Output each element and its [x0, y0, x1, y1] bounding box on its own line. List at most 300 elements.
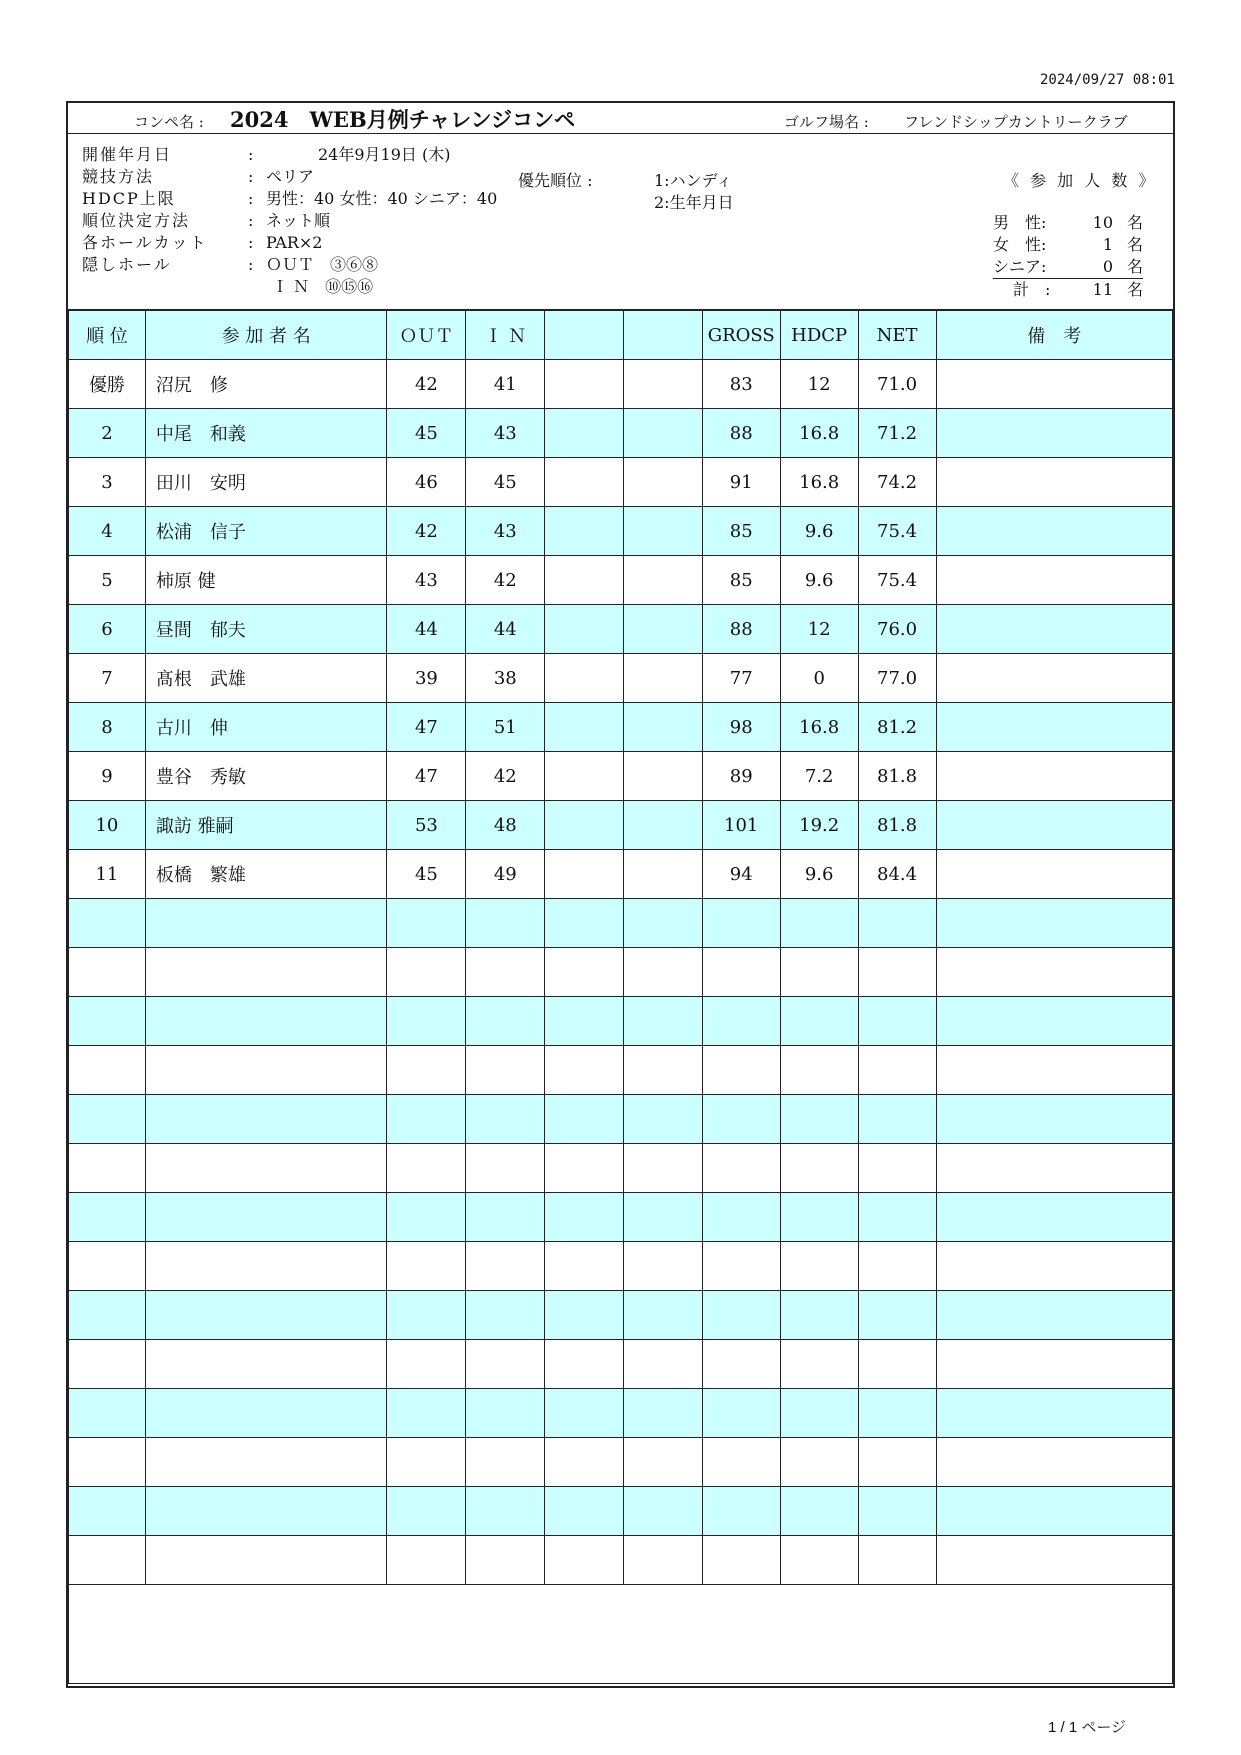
cell-rank	[69, 1487, 146, 1536]
cell-rank	[69, 1144, 146, 1193]
cell-net	[858, 1389, 936, 1438]
cell-in	[466, 899, 545, 948]
cell-gross	[702, 1193, 780, 1242]
cell-participant-name	[145, 1536, 387, 1585]
cell-hdcp: 16.8	[780, 409, 858, 458]
cell-out: 42	[387, 507, 466, 556]
cell-net	[858, 1340, 936, 1389]
col-header-in: Ｉ Ｎ	[466, 311, 545, 360]
cell-in: 43	[466, 507, 545, 556]
cell-blank-2	[623, 654, 702, 703]
table-row	[69, 458, 1173, 507]
cell-net	[858, 1291, 936, 1340]
cell-net: 75.4	[858, 507, 936, 556]
cell-blank-1	[545, 703, 624, 752]
cell-blank-2	[623, 1291, 702, 1340]
cell-rank: 8	[69, 703, 146, 752]
cell-blank-1	[545, 1291, 624, 1340]
cell-blank-1	[545, 1144, 624, 1193]
cell-remarks	[936, 850, 1173, 899]
cell-hdcp	[780, 948, 858, 997]
cell-out: 43	[387, 556, 466, 605]
cell-gross	[702, 997, 780, 1046]
cell-remarks	[936, 1144, 1173, 1193]
cell-net: 81.8	[858, 752, 936, 801]
cell-net: 71.2	[858, 409, 936, 458]
cell-hdcp: 9.6	[780, 850, 858, 899]
cell-blank-1	[545, 409, 624, 458]
cell-hdcp: 16.8	[780, 703, 858, 752]
cell-net	[858, 1438, 936, 1487]
cell-hdcp	[780, 1144, 858, 1193]
cell-net	[858, 1536, 936, 1585]
table-row	[69, 948, 1173, 997]
cell-blank-2	[623, 801, 702, 850]
cell-gross: 88	[702, 605, 780, 654]
cell-hdcp: 7.2	[780, 752, 858, 801]
cell-in	[466, 1438, 545, 1487]
col-header-blank-1	[545, 311, 624, 360]
cell-rank: 9	[69, 752, 146, 801]
cell-remarks	[936, 1340, 1173, 1389]
table-row	[69, 850, 1173, 899]
table-row	[69, 1046, 1173, 1095]
cell-remarks	[936, 1095, 1173, 1144]
cell-blank-1	[545, 1487, 624, 1536]
cell-rank	[69, 899, 146, 948]
cell-rank: 7	[69, 654, 146, 703]
cell-hdcp	[780, 1193, 858, 1242]
cell-out: 44	[387, 605, 466, 654]
cell-blank-1	[545, 801, 624, 850]
cell-participant-name: 柿原 健	[145, 556, 387, 605]
cell-remarks	[936, 1242, 1173, 1291]
cell-rank: 5	[69, 556, 146, 605]
cell-in	[466, 1291, 545, 1340]
table-row	[69, 409, 1173, 458]
cell-gross	[702, 1095, 780, 1144]
cell-gross: 85	[702, 507, 780, 556]
cell-participant-name	[145, 1242, 387, 1291]
col-header-remarks: 備 考	[936, 311, 1173, 360]
cell-participant-name: 板橋 繁雄	[145, 850, 387, 899]
cell-in: 48	[466, 801, 545, 850]
cell-gross: 91	[702, 458, 780, 507]
cell-participant-name	[145, 1487, 387, 1536]
table-row	[69, 1144, 1173, 1193]
cell-participant-name: 昼間 郁夫	[145, 605, 387, 654]
cell-remarks	[936, 752, 1173, 801]
cell-blank-1	[545, 752, 624, 801]
cell-gross	[702, 1144, 780, 1193]
cell-remarks	[936, 458, 1173, 507]
cell-gross	[702, 1291, 780, 1340]
cell-gross: 94	[702, 850, 780, 899]
cell-remarks	[936, 1536, 1173, 1585]
table-footer-space	[69, 1585, 1173, 1684]
cell-blank-1	[545, 850, 624, 899]
cell-blank-1	[545, 654, 624, 703]
cell-gross: 89	[702, 752, 780, 801]
cell-gross: 88	[702, 409, 780, 458]
cell-rank	[69, 1193, 146, 1242]
cell-remarks	[936, 507, 1173, 556]
cell-blank-2	[623, 1095, 702, 1144]
cell-out	[387, 1193, 466, 1242]
cell-out: 47	[387, 703, 466, 752]
cell-out: 47	[387, 752, 466, 801]
table-row	[69, 507, 1173, 556]
cell-remarks	[936, 409, 1173, 458]
cell-out: 42	[387, 360, 466, 409]
cell-out: 39	[387, 654, 466, 703]
cell-hdcp	[780, 1340, 858, 1389]
cell-blank-2	[623, 458, 702, 507]
cell-net	[858, 948, 936, 997]
cell-net	[858, 1095, 936, 1144]
cell-net: 81.8	[858, 801, 936, 850]
cell-in: 49	[466, 850, 545, 899]
cell-hdcp	[780, 1389, 858, 1438]
cell-net: 75.4	[858, 556, 936, 605]
cell-blank-2	[623, 1046, 702, 1095]
col-header-out: ＯＵＴ	[387, 311, 466, 360]
cell-blank-2	[623, 1487, 702, 1536]
cell-participant-name: 松浦 信子	[145, 507, 387, 556]
cell-out	[387, 1340, 466, 1389]
cell-in	[466, 1536, 545, 1585]
table-row	[69, 1438, 1173, 1487]
table-row	[69, 1389, 1173, 1438]
cell-participant-name: 古川 伸	[145, 703, 387, 752]
cell-rank: 6	[69, 605, 146, 654]
cell-blank-2	[623, 1242, 702, 1291]
cell-hdcp: 9.6	[780, 507, 858, 556]
title-bar	[68, 103, 1173, 134]
cell-blank-1	[545, 1340, 624, 1389]
cell-blank-2	[623, 1340, 702, 1389]
cell-out: 45	[387, 409, 466, 458]
cell-out	[387, 1046, 466, 1095]
table-row	[69, 1193, 1173, 1242]
cell-participant-name: 中尾 和義	[145, 409, 387, 458]
cell-hdcp	[780, 1046, 858, 1095]
cell-participant-name	[145, 997, 387, 1046]
table-row	[69, 1095, 1173, 1144]
cell-in: 42	[466, 556, 545, 605]
cell-in: 38	[466, 654, 545, 703]
cell-net: 84.4	[858, 850, 936, 899]
results-sheet	[66, 101, 1175, 1688]
cell-gross: 77	[702, 654, 780, 703]
cell-net: 76.0	[858, 605, 936, 654]
cell-blank-2	[623, 1144, 702, 1193]
cell-in: 42	[466, 752, 545, 801]
table-row	[69, 1487, 1173, 1536]
cell-rank	[69, 948, 146, 997]
cell-blank-1	[545, 1095, 624, 1144]
cell-in: 44	[466, 605, 545, 654]
cell-blank-1	[545, 899, 624, 948]
cell-hdcp	[780, 899, 858, 948]
cell-participant-name: 髙根 武雄	[145, 654, 387, 703]
results-table	[68, 310, 1173, 1684]
cell-blank-2	[623, 948, 702, 997]
cell-blank-2	[623, 997, 702, 1046]
col-header-rank: 順 位	[69, 311, 146, 360]
cell-blank-1	[545, 556, 624, 605]
cell-remarks	[936, 360, 1173, 409]
table-row	[69, 1291, 1173, 1340]
cell-net: 74.2	[858, 458, 936, 507]
cell-remarks	[936, 801, 1173, 850]
cell-hdcp: 16.8	[780, 458, 858, 507]
footer-space-cell	[69, 1585, 1173, 1684]
cell-gross: 85	[702, 556, 780, 605]
cell-blank-2	[623, 605, 702, 654]
cell-blank-2	[623, 409, 702, 458]
cell-net: 71.0	[858, 360, 936, 409]
cell-participant-name: 沼尻 修	[145, 360, 387, 409]
course-label: ゴルフ場名 :	[784, 113, 869, 131]
cell-participant-name	[145, 1144, 387, 1193]
table-row	[69, 1536, 1173, 1585]
cell-out: 45	[387, 850, 466, 899]
cell-gross	[702, 1487, 780, 1536]
cell-net	[858, 1193, 936, 1242]
cell-rank: 優勝	[69, 360, 146, 409]
cell-gross	[702, 1389, 780, 1438]
cell-hdcp	[780, 1438, 858, 1487]
cell-out	[387, 1389, 466, 1438]
count-total: 計 : 11 名	[1013, 280, 1143, 299]
cell-rank	[69, 1242, 146, 1291]
cell-hdcp: 0	[780, 654, 858, 703]
cell-rank	[69, 997, 146, 1046]
cell-in	[466, 1193, 545, 1242]
count-female: 女 性: 1 名	[993, 235, 1143, 254]
cell-net	[858, 1144, 936, 1193]
cell-gross	[702, 899, 780, 948]
cell-in	[466, 1144, 545, 1193]
table-row	[69, 605, 1173, 654]
cell-blank-2	[623, 752, 702, 801]
cell-remarks	[936, 899, 1173, 948]
cell-blank-2	[623, 703, 702, 752]
cell-hdcp: 9.6	[780, 556, 858, 605]
col-header-gross: GROSS	[702, 311, 780, 360]
cell-remarks	[936, 654, 1173, 703]
page-number: 1 / 1 ページ	[1048, 1719, 1127, 1736]
cell-rank	[69, 1389, 146, 1438]
cell-blank-1	[545, 1389, 624, 1438]
cell-net	[858, 997, 936, 1046]
cell-gross	[702, 1046, 780, 1095]
table-row	[69, 899, 1173, 948]
cell-in	[466, 1487, 545, 1536]
cell-blank-1	[545, 948, 624, 997]
cell-net	[858, 1046, 936, 1095]
cell-blank-2	[623, 1193, 702, 1242]
cell-gross: 98	[702, 703, 780, 752]
cell-blank-1	[545, 507, 624, 556]
cell-remarks	[936, 1046, 1173, 1095]
cell-blank-2	[623, 899, 702, 948]
cell-out	[387, 997, 466, 1046]
cell-remarks	[936, 703, 1173, 752]
table-row	[69, 752, 1173, 801]
cell-blank-1	[545, 997, 624, 1046]
cell-gross	[702, 1340, 780, 1389]
cell-hdcp	[780, 1291, 858, 1340]
table-row	[69, 1242, 1173, 1291]
cell-participant-name	[145, 1389, 387, 1438]
table-row	[69, 654, 1173, 703]
cell-remarks	[936, 1389, 1173, 1438]
cell-participant-name	[145, 1095, 387, 1144]
cell-remarks	[936, 1291, 1173, 1340]
cell-participant-name	[145, 1438, 387, 1487]
cell-in	[466, 1095, 545, 1144]
cell-blank-1	[545, 1242, 624, 1291]
cell-participant-name	[145, 1046, 387, 1095]
cell-rank	[69, 1095, 146, 1144]
cell-rank	[69, 1046, 146, 1095]
cell-in	[466, 1242, 545, 1291]
cell-blank-1	[545, 1193, 624, 1242]
cell-blank-2	[623, 360, 702, 409]
cell-out: 53	[387, 801, 466, 850]
cell-blank-2	[623, 850, 702, 899]
cell-hdcp	[780, 1242, 858, 1291]
cell-participant-name: 諏訪 雅嗣	[145, 801, 387, 850]
cell-gross: 101	[702, 801, 780, 850]
cell-rank	[69, 1536, 146, 1585]
cell-out	[387, 899, 466, 948]
course-name: フレンドシップカントリークラブ	[904, 113, 1128, 131]
cell-participant-name: 田川 安明	[145, 458, 387, 507]
cell-gross	[702, 1242, 780, 1291]
cell-blank-1	[545, 1438, 624, 1487]
cell-participant-name	[145, 1193, 387, 1242]
cell-in	[466, 1340, 545, 1389]
cell-blank-2	[623, 507, 702, 556]
cell-participant-name	[145, 1291, 387, 1340]
cell-out	[387, 1144, 466, 1193]
cell-in: 43	[466, 409, 545, 458]
cell-remarks	[936, 948, 1173, 997]
cell-out	[387, 948, 466, 997]
cell-hdcp: 12	[780, 605, 858, 654]
table-row	[69, 1340, 1173, 1389]
table-header-row	[69, 311, 1173, 360]
cell-hdcp	[780, 1095, 858, 1144]
cell-blank-2	[623, 1438, 702, 1487]
cell-gross	[702, 1438, 780, 1487]
cell-net: 77.0	[858, 654, 936, 703]
cell-remarks	[936, 1487, 1173, 1536]
cell-blank-2	[623, 1536, 702, 1585]
cell-participant-name: 豊谷 秀敏	[145, 752, 387, 801]
cell-out	[387, 1536, 466, 1585]
cell-participant-name	[145, 948, 387, 997]
competition-name: 2024 WEB月例チャレンジコンペ	[230, 107, 576, 132]
competition-label: コンペ名 :	[134, 113, 204, 131]
count-male: 男 性: 10 名	[993, 213, 1143, 232]
cell-net	[858, 1242, 936, 1291]
cell-rank: 11	[69, 850, 146, 899]
table-row	[69, 703, 1173, 752]
cell-in	[466, 997, 545, 1046]
cell-out	[387, 1242, 466, 1291]
print-timestamp: 2024/09/27 08:01	[1040, 72, 1175, 88]
participant-count-title: 《 参 加 人 数 》	[1003, 171, 1158, 190]
cell-rank: 3	[69, 458, 146, 507]
cell-in: 41	[466, 360, 545, 409]
cell-rank: 2	[69, 409, 146, 458]
cell-blank-1	[545, 605, 624, 654]
cell-blank-1	[545, 458, 624, 507]
cell-in	[466, 1389, 545, 1438]
table-row	[69, 801, 1173, 850]
cell-net: 81.2	[858, 703, 936, 752]
cell-rank	[69, 1438, 146, 1487]
cell-remarks	[936, 1438, 1173, 1487]
col-header-hdcp: HDCP	[780, 311, 858, 360]
cell-blank-2	[623, 556, 702, 605]
cell-rank	[69, 1340, 146, 1389]
cell-participant-name	[145, 1340, 387, 1389]
table-row	[69, 997, 1173, 1046]
cell-remarks	[936, 997, 1173, 1046]
cell-in	[466, 948, 545, 997]
cell-in	[466, 1046, 545, 1095]
cell-blank-1	[545, 1536, 624, 1585]
col-header-net: NET	[858, 311, 936, 360]
cell-rank: 10	[69, 801, 146, 850]
col-header-blank-2	[623, 311, 702, 360]
cell-in: 51	[466, 703, 545, 752]
cell-remarks	[936, 556, 1173, 605]
cell-out	[387, 1291, 466, 1340]
cell-blank-1	[545, 1046, 624, 1095]
table-row	[69, 556, 1173, 605]
cell-hdcp: 12	[780, 360, 858, 409]
count-senior: シニア: 0 名	[993, 256, 1143, 279]
cell-net	[858, 1487, 936, 1536]
table-row	[69, 360, 1173, 409]
cell-participant-name	[145, 899, 387, 948]
cell-gross	[702, 948, 780, 997]
cell-hdcp	[780, 1487, 858, 1536]
col-header-participant-name: 参 加 者 名	[145, 311, 387, 360]
cell-out	[387, 1438, 466, 1487]
cell-in: 45	[466, 458, 545, 507]
cell-remarks	[936, 605, 1173, 654]
cell-hdcp	[780, 997, 858, 1046]
cell-gross	[702, 1536, 780, 1585]
cell-gross: 83	[702, 360, 780, 409]
cell-out: 46	[387, 458, 466, 507]
cell-net	[858, 899, 936, 948]
cell-blank-2	[623, 1389, 702, 1438]
cell-hdcp: 19.2	[780, 801, 858, 850]
cell-rank: 4	[69, 507, 146, 556]
cell-blank-1	[545, 360, 624, 409]
cell-remarks	[936, 1193, 1173, 1242]
cell-hdcp	[780, 1536, 858, 1585]
cell-out	[387, 1095, 466, 1144]
